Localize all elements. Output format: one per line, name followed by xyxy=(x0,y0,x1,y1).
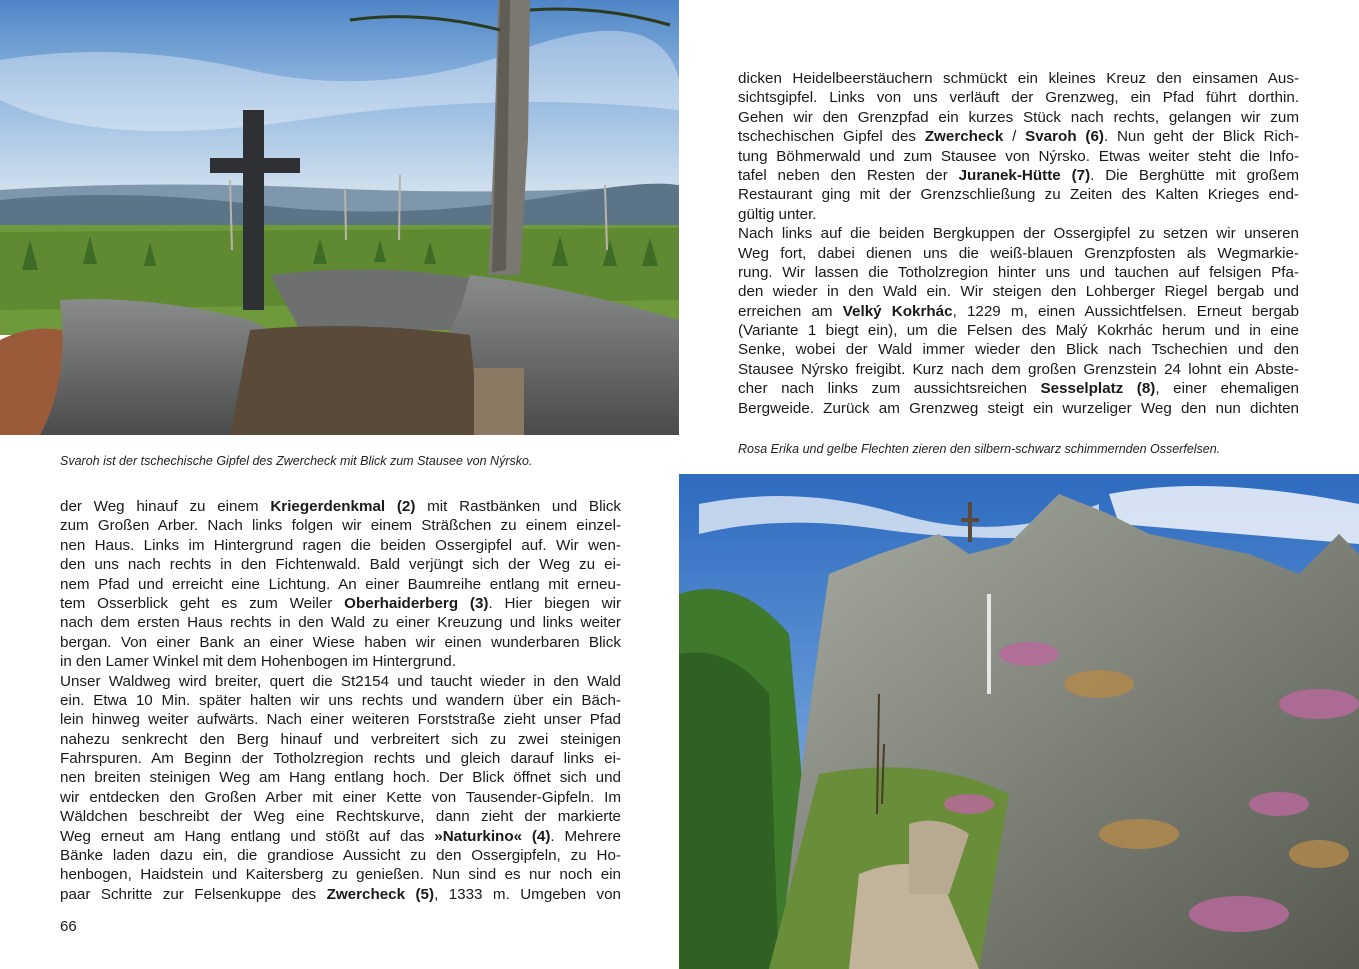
page-number: 66 xyxy=(60,918,77,935)
text-run: nahezu senkrecht den Berg hinauf und verbreitert sich zu zwei steinigen xyxy=(60,730,621,748)
text-line xyxy=(738,205,1299,224)
text-run: Bänke laden dazu ein, die grandiose Aussicht zu den Ossergipfeln, zu Ho- xyxy=(60,847,621,865)
text-run: nen Haus. Links im Hintergrund ragen die beiden Ossergipfel auf. Wir wen- xyxy=(60,536,621,554)
text-run: . Die Berghütte mit großem xyxy=(1090,166,1299,184)
text-run: Gehen wir den Grenzpfad ein kurzes Stück nach rechts, gelangen wir zum xyxy=(738,108,1299,126)
text-run: / xyxy=(1003,128,1026,146)
text-line xyxy=(60,827,621,846)
text-line xyxy=(738,399,1299,418)
place-name: Velký Kokrhác xyxy=(842,302,953,320)
text-line xyxy=(60,691,621,710)
text-run: Wäldchen beschreibt der Weg eine Rechtskurve, dann zieht der markierte xyxy=(60,808,621,826)
text-line xyxy=(738,379,1299,398)
text-run: ein. Etwa 10 Min. später halten wir uns rechts und wandern über ein Bäch- xyxy=(60,691,621,709)
text-run: . Hier biegen wir xyxy=(488,594,621,612)
text-line xyxy=(60,749,621,768)
text-run: bergan. Von einer Bank an einer Wiese haben wir einen wunderbaren Blick xyxy=(60,633,621,651)
text-line xyxy=(60,633,621,652)
text-run: Stausee Nýrsko freigibt. Kurz nach dem großen Grenzstein 24 lohnt ein Abste- xyxy=(738,360,1299,378)
text-line xyxy=(60,575,621,594)
text-line xyxy=(60,536,621,555)
text-run: Bergweide. Zurück am Grenzweg steigt ein wurzeliger Weg den nun dichten xyxy=(738,399,1299,417)
text-line xyxy=(60,788,621,807)
text-run: zum Großen Arber. Nach links folgen wir einem Sträßchen zu einem einzel- xyxy=(60,517,621,535)
text-run: nach dem ersten Haus rechts in den Wald zu einer Kreuzung und links weiter xyxy=(60,614,621,632)
photo-caption: Rosa Erika und gelbe Flechten zieren den silbern-schwarz schimmernden Osserfelsen. xyxy=(738,442,1221,456)
text-line xyxy=(738,185,1299,204)
text-line xyxy=(738,108,1299,127)
text-run: . Mehrere xyxy=(550,827,621,845)
text-run: den uns nach rechts in den Fichtenwald. Bald verjüngt sich der Weg zu ei- xyxy=(60,556,621,574)
text-run: tafel neben den Resten der xyxy=(738,166,959,184)
text-line xyxy=(738,88,1299,107)
text-run: den wieder in den Wald ein. Wir steigen den Lohberger Riegel bergab und xyxy=(738,283,1299,301)
photo-osser-rocks xyxy=(679,474,1359,969)
text-line xyxy=(60,613,621,632)
text-run: tung Böhmerwald und zum Stausee von Nýrsko. Etwas weiter steht die Info- xyxy=(738,147,1299,165)
text-line xyxy=(60,768,621,787)
text-run: (Variante 1 biegt ein), um die Felsen des Malý Kokrhác herum und in eine xyxy=(738,322,1299,340)
text-line xyxy=(60,885,621,904)
place-name: »Naturkino« (4) xyxy=(434,827,551,845)
place-name: Sesselplatz (8) xyxy=(1040,380,1156,398)
text-run: , 1333 m. Umgeben von xyxy=(434,885,621,903)
text-line xyxy=(60,710,621,729)
text-line xyxy=(738,302,1299,321)
text-line xyxy=(738,360,1299,379)
text-line xyxy=(738,127,1299,146)
text-run: Restaurant ging mit der Grenzschließung zu Zeiten des Kalten Krieges end- xyxy=(738,186,1299,204)
place-name: Zwercheck xyxy=(924,128,1004,146)
text-line xyxy=(60,594,621,613)
text-line xyxy=(60,865,621,884)
text-line xyxy=(60,672,621,691)
text-line xyxy=(738,321,1299,340)
text-line xyxy=(738,147,1299,166)
text-column-right xyxy=(738,69,1299,418)
text-run: lein hinweg weiter aufwärts. Nach einer weiteren Forststraße zieht unser Pfad xyxy=(60,711,621,729)
text-run: tem Osserblick geht es zum Weiler xyxy=(60,594,345,612)
text-line xyxy=(738,340,1299,359)
text-line xyxy=(60,555,621,574)
place-name: Zwercheck (5) xyxy=(326,885,435,903)
text-run: in den Lamer Winkel mit dem Hohenbogen im Hintergrund. xyxy=(60,653,456,671)
text-run: Unser Waldweg wird breiter, quert die St2154 und taucht wieder in den Wald xyxy=(60,672,621,690)
place-name: Juranek-Hütte (7) xyxy=(958,166,1091,184)
text-run: paar Schritte zur Felsenkuppe des xyxy=(60,885,327,903)
text-run: Fahrspuren. Am Beginn der Totholzregion rechts und gleich darauf links ei- xyxy=(60,750,621,768)
photo-summit-cross xyxy=(0,0,679,435)
text-line xyxy=(738,282,1299,301)
text-line xyxy=(60,497,621,516)
text-line xyxy=(738,263,1299,282)
text-run: nen breiten steinigen Weg am Hang entlang hoch. Der Blick öffnet sich und xyxy=(60,769,621,787)
text-run: Weg erneut am Hang entlang und stößt auf das xyxy=(60,827,435,845)
text-run: cher nach links zum aussichtsreichen xyxy=(738,380,1041,398)
text-run: sichtsgipfel. Links von uns verläuft der Grenzweg, ein Pfad führt dorthin. xyxy=(738,89,1299,107)
text-run: wir entdecken den Großen Arber mit einer Kette von Tausender-Gipfeln. Im xyxy=(60,788,621,806)
text-run: der Weg hinauf zu einem xyxy=(60,498,271,515)
text-run: , einer ehemaligen xyxy=(1155,380,1299,398)
text-line xyxy=(60,846,621,865)
text-run: tschechischen Gipfel des xyxy=(738,128,925,146)
text-run: henbogen, Haidstein und Kaitersberg zu genießen. Nun sind es nur noch ein xyxy=(60,866,621,884)
text-run: Weg fort, dabei dienen uns die weiß-blauen Grenzpfosten als Wegmarkie- xyxy=(738,244,1299,262)
place-name: Kriegerdenkmal (2) xyxy=(270,498,416,515)
text-run: erreichen am xyxy=(738,302,843,320)
photo-caption: Svaroh ist der tschechische Gipfel des Zwercheck mit Blick zum Stausee von Nýrsko. xyxy=(60,454,533,468)
text-line xyxy=(738,224,1299,243)
place-name: Oberhaiderberg (3) xyxy=(344,594,489,612)
text-run: mit Rastbänken und Blick xyxy=(415,498,621,515)
text-line xyxy=(738,166,1299,185)
text-line xyxy=(738,69,1299,88)
text-line xyxy=(60,652,621,671)
text-line xyxy=(60,807,621,826)
text-line xyxy=(60,516,621,535)
text-line xyxy=(60,730,621,749)
text-column-left xyxy=(60,497,621,904)
text-run: rung. Wir lassen die Totholzregion hinter uns und tauchen auf felsigen Pfa- xyxy=(738,263,1299,281)
text-run: dicken Heidelbeerstäuchern schmückt ein kleines Kreuz den einsamen Aus- xyxy=(738,70,1299,87)
place-name: Svaroh (6) xyxy=(1025,128,1104,146)
text-run: gültig unter. xyxy=(738,205,817,223)
text-run: nem Pfad und erreicht eine Lichtung. An einer Baumreihe entlang mit erneu- xyxy=(60,575,621,593)
text-run: Nach links auf die beiden Bergkuppen der Ossergipfel zu setzen wir unseren xyxy=(738,225,1299,243)
text-run: , 1229 m, einen Aussichtfelsen. Erneut bergab xyxy=(952,302,1299,320)
text-line xyxy=(738,244,1299,263)
text-run: Senke, wobei der Wald immer wieder den Blick nach Tschechien und den xyxy=(738,341,1299,359)
text-run: . Nun geht der Blick Rich- xyxy=(1103,128,1299,146)
